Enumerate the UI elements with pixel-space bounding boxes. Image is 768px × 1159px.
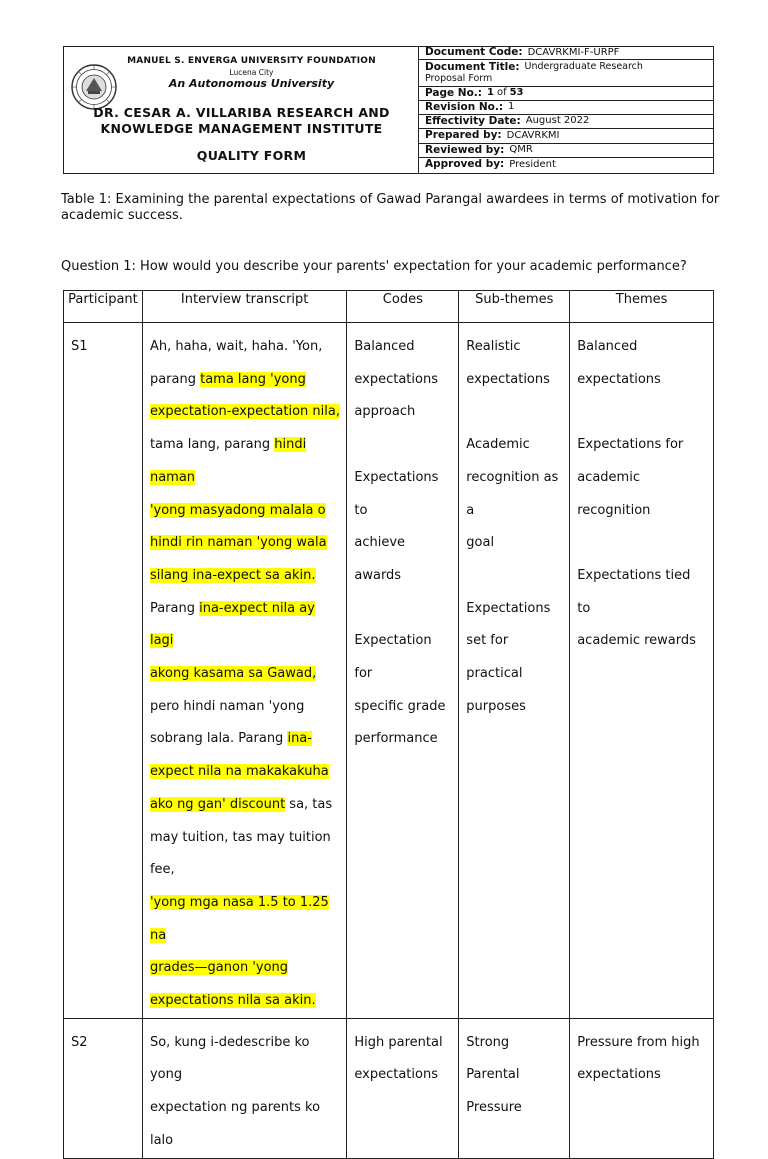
transcript-cell: Ah, haha, wait, haha. 'Yon, parang tama lang 'yong expectation-expectation nila, tama lang, parang hindi naman 'yong masyadong malala o hindi rin naman 'yong wala silang ina-expect sa akin. Parang ina-expect nila ay lagi akong kasama sa Gawad, pero hindi naman 'yong sobrang lala. Parang ina- expect nila na makakakuha ako ng gan' discount sa, tas may tuition, tas may tuition fee, 'yong mga nasa 1.5 to 1.25 na grades—ganon 'yong expectations nila sa akin. (142, 323, 346, 1019)
codes-cell: High parental expectations (347, 1018, 459, 1158)
highlighted-phrase: hindi naman (149, 437, 307, 485)
effectivity-value: August 2022 (525, 115, 590, 127)
highlighted-phrase: hindi rin naman 'yong wala (149, 535, 327, 551)
revision-row (419, 101, 713, 115)
highlighted-phrase: 'yong mga nasa 1.5 to 1.25 na (149, 894, 329, 943)
university-name: MANUEL S. ENVERGA UNIVERSITY FOUNDATION (127, 56, 376, 66)
highlighted-phrase: expectation-expectation nila, (149, 404, 340, 420)
approved-label: Approved by: (425, 158, 505, 171)
col-header-themes: Themes (570, 291, 714, 323)
form-type-title: QUALITY FORM (196, 148, 307, 163)
doc-title-value: Undergraduate Research (524, 61, 643, 72)
reviewed-label: Reviewed by: (425, 143, 505, 156)
page-total: 53 (509, 87, 524, 99)
doc-code-label: Document Code: (425, 46, 523, 59)
codes-cell: Balanced expectations approach Expectations to achieve awards Expectation for specific grade performance (347, 323, 459, 1019)
col-header-codes: Codes (347, 291, 459, 323)
highlighted-phrase: expectations nila sa akin. (149, 993, 316, 1009)
highlighted-phrase: ina-expect nila ay lagi (149, 600, 315, 649)
highlighted-phrase: expect nila na makakakuha (149, 764, 329, 780)
table-header-row (64, 291, 714, 323)
table-row (64, 1018, 714, 1158)
prepared-label: Prepared by: (425, 129, 502, 142)
document-header (63, 46, 714, 174)
highlighted-phrase: ako ng gan' discount (149, 796, 286, 812)
table-caption: Table 1: Examining the parental expectations of Gawad Parangal awardees in terms of motivation for academic success. (61, 192, 720, 223)
transcript-cell: So, kung i-dedescribe ko yong expectation ng parents ko lalo (142, 1018, 346, 1158)
interview-analysis-table (63, 290, 714, 1159)
doc-code-value: DCAVRKMI-F-URPF (527, 46, 620, 58)
page-no-row (419, 87, 713, 101)
participant-cell: S1 (64, 323, 143, 1019)
doc-code-row (419, 47, 713, 60)
col-header-subthemes: Sub-themes (459, 291, 570, 323)
col-header-participant: Participant (64, 291, 143, 323)
table-row (64, 323, 714, 1019)
doc-title-row (419, 60, 713, 87)
col-header-transcript: Interview transcript (142, 291, 346, 323)
university-city: Lucena City (229, 68, 274, 77)
header-institution-block (64, 47, 419, 173)
highlighted-phrase: tama lang 'yong (200, 371, 306, 387)
doc-title-value-cont: Proposal Form (425, 73, 493, 85)
effectivity-row (419, 115, 713, 129)
prepared-row (419, 129, 713, 144)
doc-title-label: Document Title: (425, 61, 520, 73)
subthemes-cell: Realistic expectations Academic recognition as a goal Expectations set for practical purposes (459, 323, 570, 1019)
effectivity-label: Effectivity Date: (425, 114, 521, 127)
subthemes-cell: Strong Parental Pressure (459, 1018, 570, 1158)
approved-row (419, 158, 713, 172)
approved-value: President (509, 158, 556, 170)
highlighted-phrase: silang ina-expect sa akin. (149, 567, 316, 583)
themes-cell: Pressure from high expectations (570, 1018, 714, 1158)
reviewed-row (419, 144, 713, 158)
university-tagline: An Autonomous University (168, 77, 335, 90)
participant-cell: S2 (64, 1018, 143, 1158)
highlighted-phrase: grades—ganon 'yong (149, 960, 289, 976)
page-no-label: Page No.: (425, 86, 482, 99)
document-control-info (419, 47, 713, 173)
themes-cell: Balanced expectations Expectations for academic recognition Expectations tied to academic rewards (570, 323, 714, 1019)
page-number: 1 (486, 87, 494, 99)
institute-name-line2: KNOWLEDGE MANAGEMENT INSTITUTE (100, 121, 383, 136)
question-text: Question 1: How would you describe your parents' expectation for your academic performance? (61, 259, 687, 274)
highlighted-phrase: 'yong masyadong malala o (149, 502, 326, 518)
institute-name-line1: DR. CESAR A. VILLARIBA RESEARCH AND (93, 105, 390, 120)
page-of: of (496, 87, 507, 99)
prepared-value: DCAVRKMI (506, 129, 560, 141)
revision-label: Revision No.: (425, 100, 504, 113)
reviewed-value: QMR (509, 144, 533, 156)
highlighted-phrase: ina- (287, 731, 312, 747)
revision-value: 1 (508, 101, 515, 113)
highlighted-phrase: akong kasama sa Gawad, (149, 666, 317, 682)
